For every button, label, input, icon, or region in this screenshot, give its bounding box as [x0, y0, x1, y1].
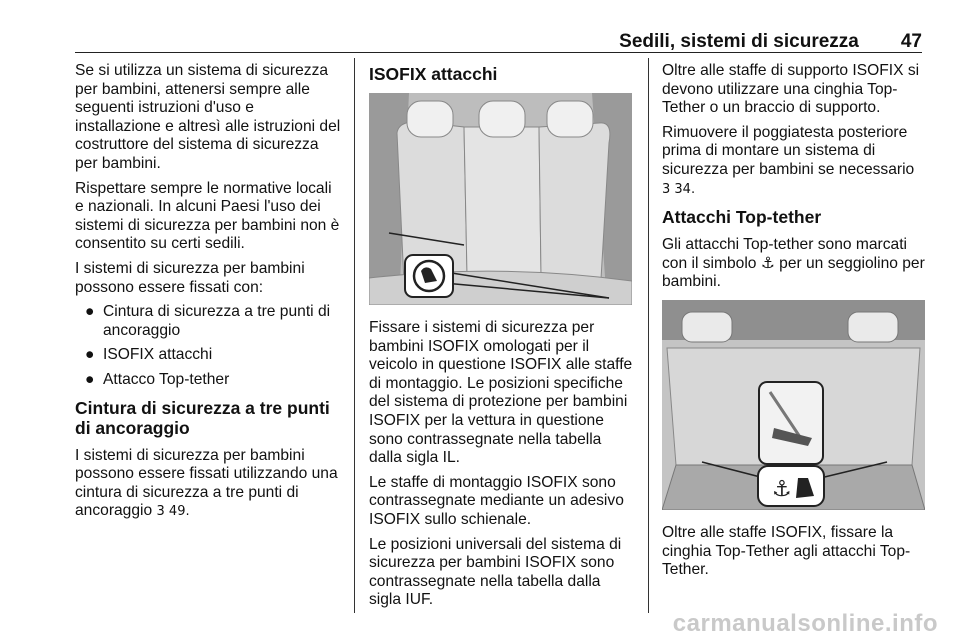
right-column [662, 62, 928, 586]
column-divider-2 [648, 58, 649, 613]
paragraph: Rispettare sempre le normative locali e nazionali. In alcuni Paesi l'uso dei sistemi di sicurezza per bambini non è consentito su certi sedili. [75, 179, 340, 253]
paragraph: Se si utilizza un sistema di sicurezza per bambini, attenersi sempre alle seguenti istruzioni d'uso e installazione e altresì alle istruzioni del costruttore del sistema di sicurezza per bambini. [75, 62, 341, 172]
paragraph: Gli attacchi Top-tether sono marcati con il simbolo ⚓ per un seggiolino per bambini. [662, 236, 925, 291]
header-divider [75, 52, 922, 53]
isofix-rear-seat-illustration [369, 93, 632, 305]
left-column [75, 62, 343, 528]
page-title: Sedili, sistemi di sicurezza [619, 31, 859, 52]
page-number: 47 [900, 31, 922, 52]
paragraph: I sistemi di sicurezza per bambini possono essere fissati con: [75, 259, 305, 296]
paragraph: Oltre alle staffe di supporto ISOFIX si devono utilizzare una cinghia Top-Tether o un braccio di supporto. [662, 62, 920, 117]
page-reference-link[interactable]: 3 49. [156, 504, 190, 520]
section-heading: Attacchi Top-tether [662, 207, 822, 228]
paragraph: I sistemi di sicurezza per bambini possono essere fissati utilizzando una cintura di sicurezza a tre punti di ancoraggio 3 49. [75, 446, 338, 520]
list-item: ● ISOFIX attacchi [85, 346, 213, 364]
column-divider-1 [354, 58, 355, 613]
section-heading: Cintura di sicurezza a tre punti di ancoraggio [75, 397, 330, 438]
page-header [75, 30, 922, 54]
section-heading: ISOFIX attacchi [369, 64, 498, 84]
top-tether-trunk-illustration [662, 300, 925, 510]
paragraph: Oltre alle staffe ISOFIX, fissare la cinghia Top-Tether agli attacchi Top-Tether. [662, 523, 911, 579]
bullet-icon: ● [85, 370, 95, 388]
top-tether-symbol-icon: ⚓ [760, 254, 775, 272]
paragraph: Fissare i sistemi di sicurezza per bambini ISOFIX omologati per il veicolo in questione ISOFIX alle staffe di montaggio. Le posizioni specifiche del sistema di protezione per bambini ISOFIX per la vettura in questione sono contrassegnate nella tabella dalla sigla IL. [369, 319, 633, 467]
bullet-icon: ● [85, 303, 95, 321]
paragraph: Rimuovere il poggiatesta posteriore prima di montare un sistema di sicurezza per bambini se necessario 3 34. [662, 123, 915, 197]
list-item: ● Cintura di sicurezza a tre punti di ancoraggio [85, 303, 331, 339]
bullet-list [75, 303, 343, 389]
list-item: ● Attacco Top-tether [85, 370, 230, 388]
middle-column [369, 62, 635, 616]
page-reference-link[interactable]: 3 34. [662, 181, 696, 197]
svg-text:⚓: ⚓ [772, 476, 792, 502]
watermark: carmanualsonline.info [672, 610, 938, 637]
paragraph: Le staffe di montaggio ISOFIX sono contrassegnate mediante un adesivo ISOFIX sullo schienale. [369, 473, 624, 528]
paragraph: Le posizioni universali del sistema di sicurezza per bambini ISOFIX sono contrassegnate nella tabella dalla sigla IUF. [369, 535, 622, 609]
bullet-icon: ● [85, 346, 95, 364]
